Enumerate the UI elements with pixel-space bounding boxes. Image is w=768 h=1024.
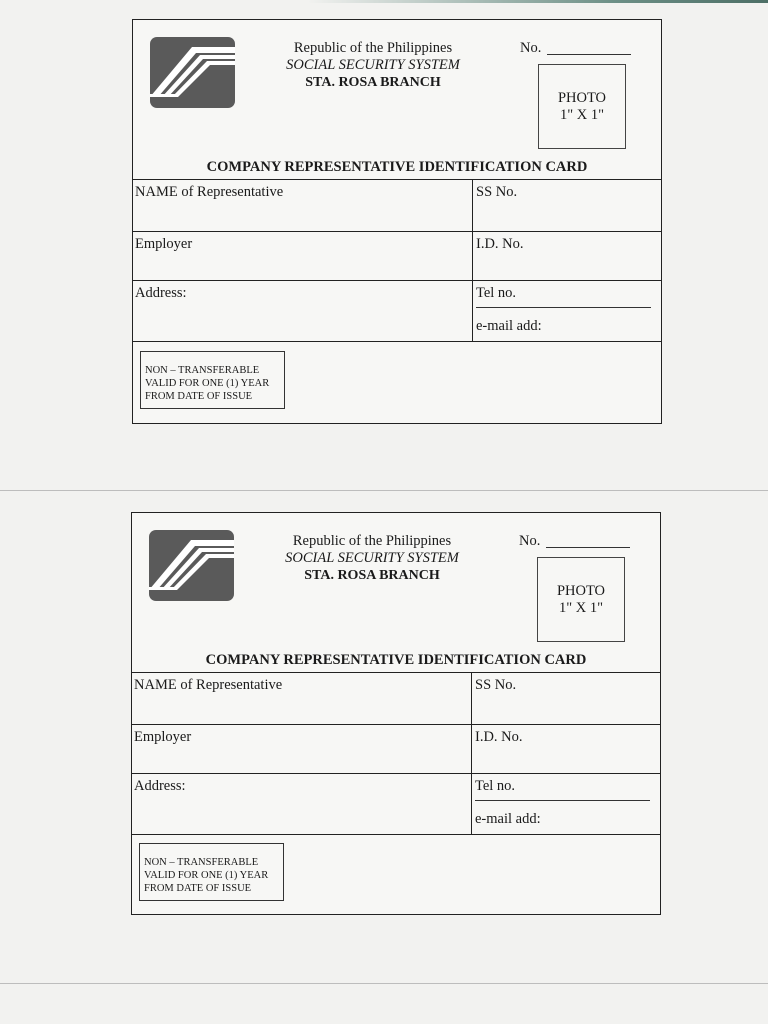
id-card-1: [132, 19, 662, 424]
name-label: NAME of Representative: [134, 677, 283, 693]
photo-box[interactable]: [537, 557, 625, 642]
name-field[interactable]: [132, 180, 473, 232]
stamp-line: VALID FOR ONE (1) YEAR: [144, 870, 269, 881]
tel-label: Tel no.: [476, 285, 517, 301]
card-form: [131, 672, 661, 835]
email-label: e-mail add:: [475, 811, 541, 827]
number-label: No.: [520, 40, 542, 56]
employer-label: Employer: [134, 729, 192, 745]
card-header: [262, 533, 482, 584]
republic-line: Republic of the Philippines: [293, 40, 453, 56]
stamp-line: NON – TRANSFERABLE: [145, 365, 260, 376]
address-label: Address:: [135, 285, 187, 301]
address-field[interactable]: [131, 774, 472, 835]
sss-logo-icon: [149, 530, 234, 601]
photo-size: 1" X 1": [558, 599, 604, 616]
photo-box[interactable]: [538, 64, 626, 149]
agency-line: SOCIAL SECURITY SYSTEM: [286, 57, 460, 73]
address-field[interactable]: [132, 281, 473, 342]
stamp-line: NON – TRANSFERABLE: [144, 857, 259, 868]
photo-label: PHOTO: [557, 89, 607, 106]
validity-stamp: [140, 351, 285, 409]
employer-label: Employer: [135, 236, 193, 252]
id-card-2: [131, 512, 661, 915]
id-field[interactable]: [472, 725, 662, 774]
photo-size: 1" X 1": [559, 106, 605, 123]
ss-field[interactable]: [472, 673, 662, 725]
card-form: [132, 179, 662, 342]
photo-label: PHOTO: [556, 582, 606, 599]
number-field[interactable]: [546, 547, 630, 548]
sss-logo-icon: [150, 37, 235, 108]
email-field[interactable]: [476, 308, 659, 335]
stamp-line: VALID FOR ONE (1) YEAR: [145, 378, 270, 389]
email-field[interactable]: [475, 801, 658, 828]
id-label: I.D. No.: [476, 236, 524, 252]
republic-line: Republic of the Philippines: [292, 533, 452, 549]
employer-field[interactable]: [132, 232, 473, 281]
email-label: e-mail add:: [476, 318, 542, 334]
card-header: [263, 40, 483, 91]
page-divider: [0, 983, 768, 984]
page-divider: [0, 490, 768, 491]
number-label: No.: [519, 533, 541, 549]
number-field[interactable]: [547, 54, 631, 55]
ss-label: SS No.: [475, 677, 517, 693]
name-field[interactable]: [131, 673, 472, 725]
card-title: COMPANY REPRESENTATIVE IDENTIFICATION CARD: [206, 159, 588, 175]
validity-stamp: [139, 843, 284, 901]
contact-cell: [473, 281, 663, 342]
ss-field[interactable]: [473, 180, 663, 232]
branch-line: STA. ROSA BRANCH: [304, 568, 440, 583]
address-label: Address:: [134, 778, 186, 794]
id-field[interactable]: [473, 232, 663, 281]
tel-field[interactable]: [476, 285, 651, 308]
tel-label: Tel no.: [475, 778, 516, 794]
name-label: NAME of Representative: [135, 184, 284, 200]
agency-line: SOCIAL SECURITY SYSTEM: [285, 550, 459, 566]
tel-field[interactable]: [475, 778, 650, 801]
card-title: COMPANY REPRESENTATIVE IDENTIFICATION CARD: [205, 652, 587, 668]
branch-line: STA. ROSA BRANCH: [305, 75, 441, 90]
ss-label: SS No.: [476, 184, 518, 200]
stamp-line: FROM DATE OF ISSUE: [145, 391, 253, 402]
scan-edge: [0, 0, 768, 3]
employer-field[interactable]: [131, 725, 472, 774]
id-label: I.D. No.: [475, 729, 523, 745]
stamp-line: FROM DATE OF ISSUE: [144, 883, 252, 894]
contact-cell: [472, 774, 662, 835]
